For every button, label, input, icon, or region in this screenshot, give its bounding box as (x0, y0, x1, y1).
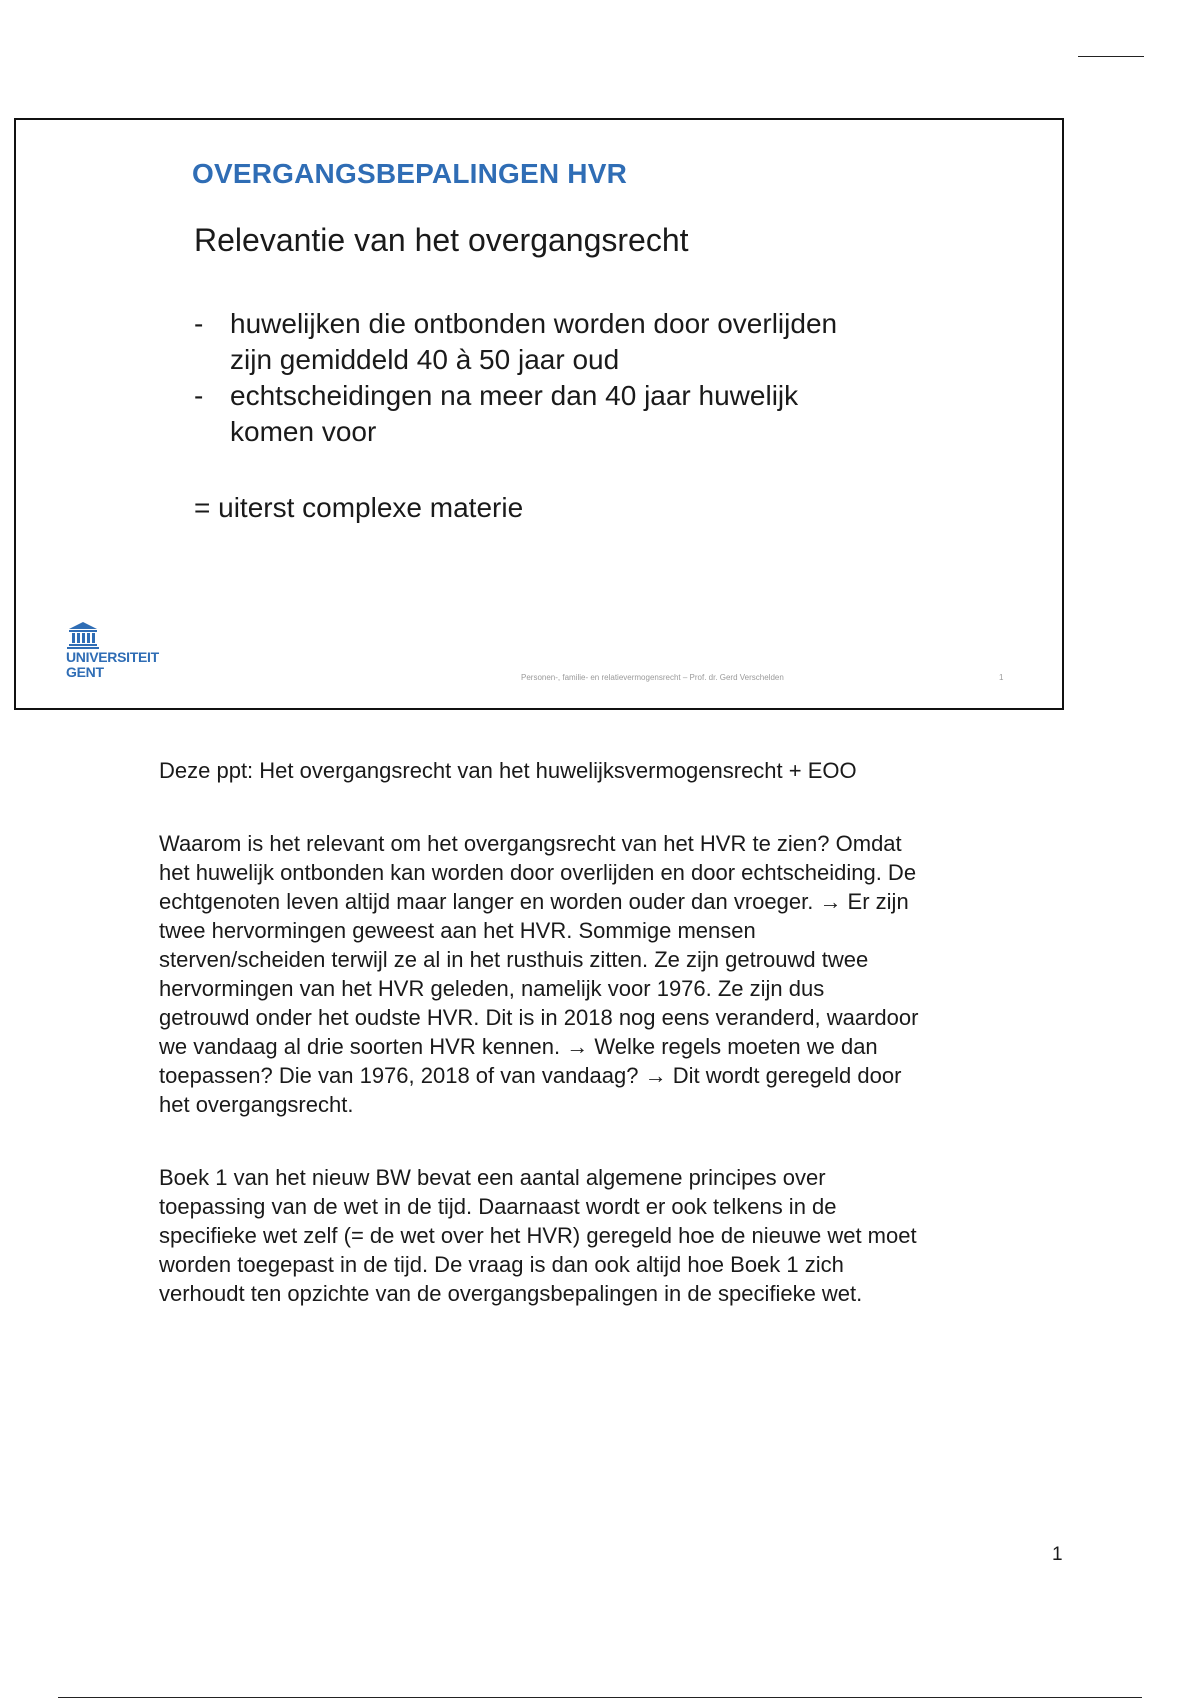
slide-subtitle: Relevantie van het overgangsrecht (194, 222, 689, 258)
bullet-line: huwelijken die ontbonden worden door overlijden (230, 308, 838, 339)
bullet-text (230, 378, 798, 450)
bullet-marker: - (194, 380, 204, 411)
bullet-line: zijn gemiddeld 40 à 50 jaar oud (230, 344, 620, 375)
slide-bullet (194, 306, 954, 378)
ugent-logo (66, 620, 166, 680)
bullet-line: echtscheidingen na meer dan 40 jaar huwelijk (230, 380, 799, 411)
slide-number: 1 (999, 673, 1004, 682)
bullet-marker: - (194, 308, 204, 339)
slide-conclusion: = uiterst complexe materie (194, 492, 524, 523)
slide-footer: Personen-, familie- en relatievermogensrecht – Prof. dr. Gerd Verschelden (521, 673, 784, 682)
slide-bullet (194, 378, 954, 450)
logo-line-2: GENT (66, 664, 104, 680)
note-paragraph: Waarom is het relevant om het overgangsrecht van het HVR te zien? Omdat het huwelijk ontbonden kan worden door overlijden en door echtscheiding. De echtgenoten leven altijd maar langer en worden ouder dan vroeger. → Er zijn twee hervormingen geweest aan het HVR. Sommige mensen sterven/scheiden terwijl ze al in het rusthuis zitten. Ze zijn getrouwd twee hervormingen van het HVR geleden, namelijk voor 1976. Ze zijn dus getrouwd onder het oudste HVR. Dit is in 2018 nog eens veranderd, waardoor we vandaag al drie soorten HVR kennen. → Welke regels moeten we dan toepassen? Die van 1976, 2018 of van vandaag? → Dit wordt geregeld door het overgangsrecht. (159, 831, 919, 1117)
bullet-line: komen voor (230, 416, 377, 447)
page-number: 1 (1052, 1544, 1063, 1565)
header-rule (1078, 56, 1144, 57)
slide-heading: OVERGANGSBEPALINGEN HVR (192, 158, 628, 189)
bullet-text (230, 306, 837, 378)
speaker-notes (159, 756, 919, 1352)
slide-bullet-list (194, 306, 954, 450)
building-icon (66, 620, 100, 650)
note-paragraph: Deze ppt: Het overgangsrecht van het huwelijksvermogensrecht + EOO (159, 758, 857, 783)
logo-line-1: UNIVERSITEIT (66, 649, 159, 665)
footer-rule (58, 1697, 1142, 1698)
slide-thumbnail (14, 118, 1064, 710)
note-paragraph: Boek 1 van het nieuw BW bevat een aantal algemene principes over toepassing van de wet in de tijd. Daarnaast wordt er ook telkens in de specifieke wet zelf (= de wet over het HVR) geregeld hoe de nieuwe wet moet worden toegepast in de tijd. De vraag is dan ook altijd hoe Boek 1 zich verhoudt ten opzichte van de overgangsbepalingen in de specifieke wet. (159, 1165, 917, 1306)
